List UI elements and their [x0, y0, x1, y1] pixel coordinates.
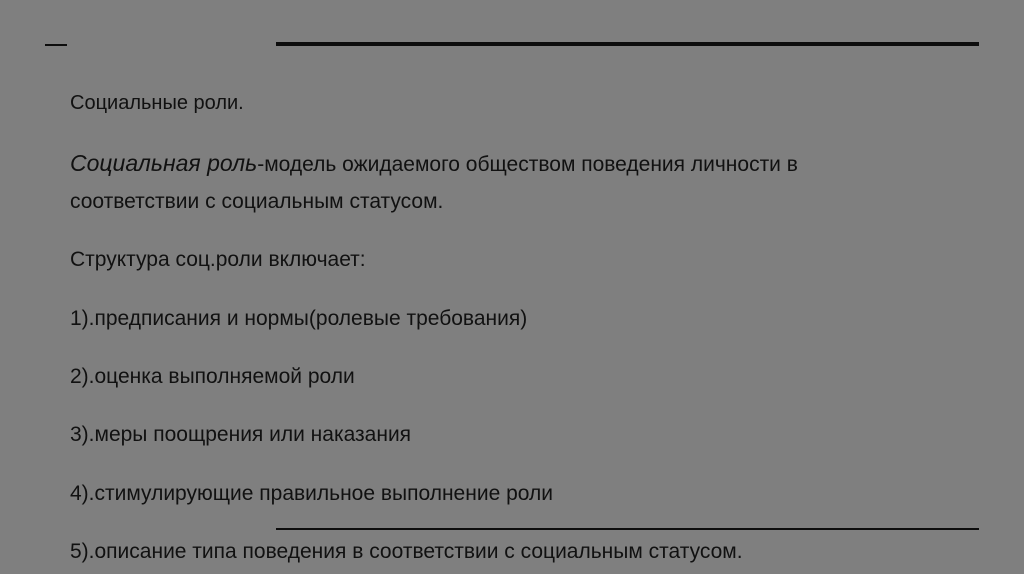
definition-term: Социальная роль — [70, 150, 258, 176]
definition-line-2: соответствии с социальным статусом. — [70, 190, 444, 213]
bottom-divider-line — [276, 528, 979, 530]
list-item: 4).стимулирующие правильное выполнение роли — [70, 482, 553, 505]
definition-line-1 — [70, 151, 798, 177]
list-item: 5).описание типа поведения в соответствии с социальным статусом. — [70, 540, 743, 563]
list-item: 2).оценка выполняемой роли — [70, 365, 355, 388]
top-divider-line — [276, 42, 979, 46]
list-item: 1).предписания и нормы(ролевые требования) — [70, 307, 528, 330]
slide-subtitle: Социальные роли. — [70, 92, 244, 114]
structure-heading: Структура соц.роли включает: — [70, 248, 366, 271]
decorative-dash — [45, 44, 67, 46]
list-item: 3).меры поощрения или наказания — [70, 423, 412, 446]
definition-text: -модель ожидаемого обществом поведения личности в — [257, 153, 798, 176]
